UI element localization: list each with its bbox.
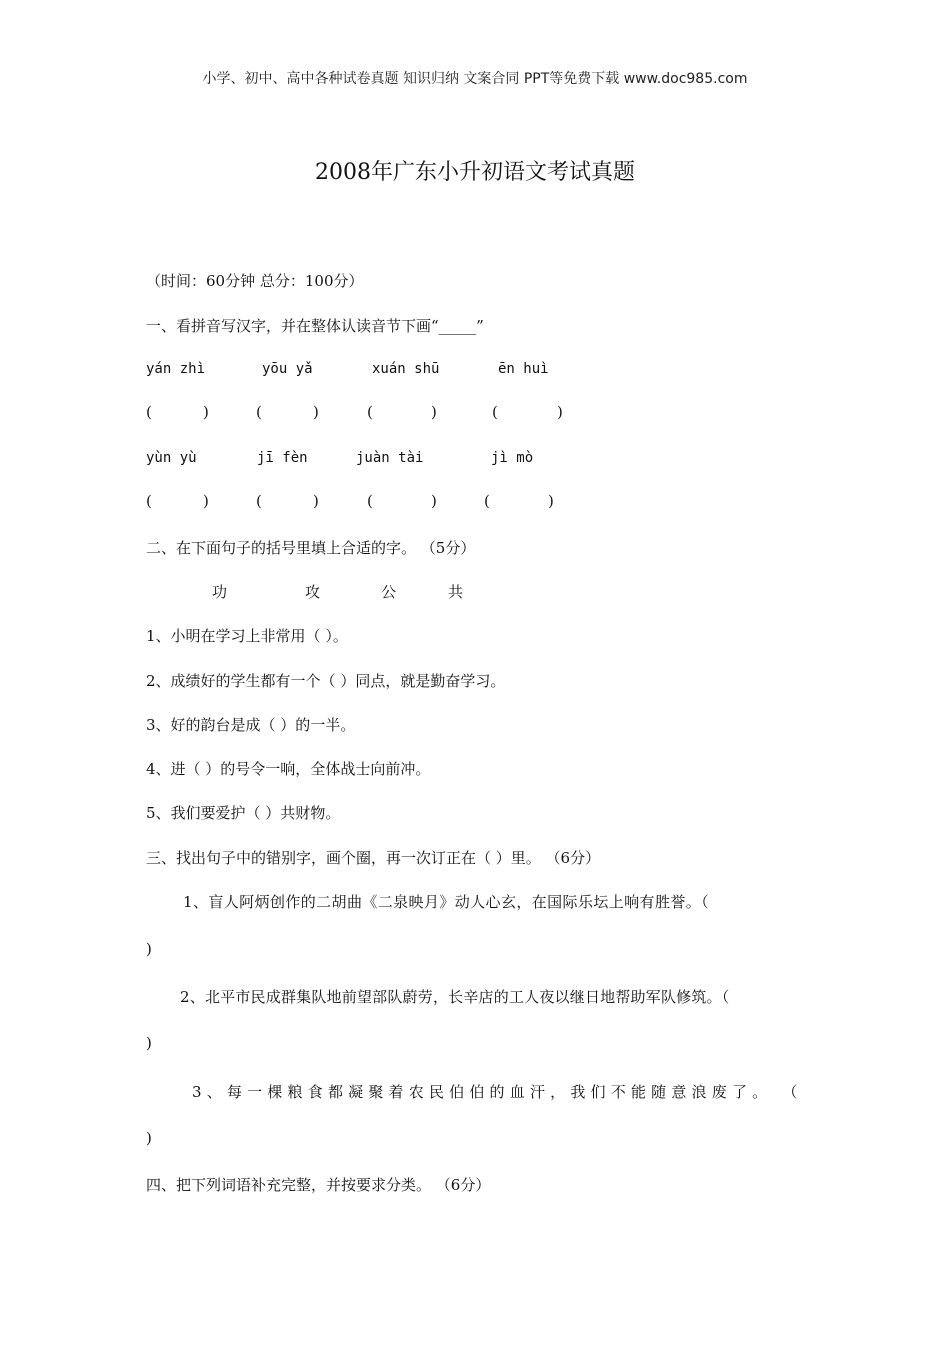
answer-blank-close: ) [431,403,437,421]
answer-blank-open: ( [367,492,373,510]
answer-blank-open: ( [146,492,152,510]
pinyin-item: yán zhì [146,361,206,377]
exam-info: （时间：60分钟 总分：100分） [146,272,364,290]
word-option: 功 [212,583,228,601]
section1-heading: 一、看拼音写汉字，并在整体认读音节下画“_____” [146,317,484,335]
answer-blank-close: ) [313,403,319,421]
question-item: 5、我们要爱护（ ）共财物。 [146,804,341,822]
answer-blank-open: ( [492,403,498,421]
answer-blank-close: ) [557,403,563,421]
question-item: 1、盲人阿炳创作的二胡曲《二泉映月》动人心玄，在国际乐坛上响有胜誉。（ [183,893,710,911]
answer-blank-close: ) [203,403,209,421]
answer-blank-close: ) [548,492,554,510]
word-option: 公 [381,583,397,601]
section2-heading: 二、在下面句子的括号里填上合适的字。 （5分） [146,539,476,557]
pinyin-item: jī fèn [257,450,308,466]
question-item: 2、成绩好的学生都有一个（ ）同点，就是勤奋学习。 [146,672,506,690]
answer-blank-open: ( [484,492,490,510]
answer-blank-close: ) [203,492,209,510]
pinyin-item: ēn huì [498,361,549,377]
answer-close-paren: ) [146,1129,152,1147]
pinyin-item: yōu yǎ [262,361,313,377]
section4-heading: 四、把下列词语补充完整，并按要求分类。 （6分） [146,1176,491,1194]
answer-blank-open: ( [146,403,152,421]
question-item: 4、进（ ）的号令一响，全体战士向前冲。 [146,760,431,778]
section3-heading: 三、找出句子中的错别字，画个圈，再一次订正在（ ）里。 （6分） [146,849,601,867]
question-item: 1、小明在学习上非常用（ ）。 [146,627,348,645]
page-title: 2008年广东小升初语文考试真题 [315,160,635,185]
answer-blank-close: ) [313,492,319,510]
site-banner: 小学、初中、高中各种试卷真题 知识归纳 文案合同 PPT等免费下载 www.doc985.com [202,71,748,87]
answer-close-paren: ) [146,1034,152,1052]
pinyin-item: juàn tài [356,450,424,466]
word-option: 共 [448,583,464,601]
word-option: 攻 [305,583,321,601]
question-item: 3、好的韵台是成（ ）的一半。 [146,716,356,734]
pinyin-item: xuán shū [372,361,440,377]
answer-blank-close: ) [431,492,437,510]
question-item: 2、北平市民成群集队地前望部队蔚劳，长辛店的工人夜以继日地帮助军队修筑。（ [180,988,730,1006]
answer-close-paren: ) [146,940,152,958]
pinyin-item: yùn yù [146,450,197,466]
question-item: 3、每一棵粮食都凝聚着农民伯伯的血汗，我们不能随意浪废了。 （ [192,1083,803,1101]
answer-blank-open: ( [256,403,262,421]
pinyin-item: jì mò [491,450,534,466]
answer-blank-open: ( [367,403,373,421]
answer-blank-open: ( [256,492,262,510]
